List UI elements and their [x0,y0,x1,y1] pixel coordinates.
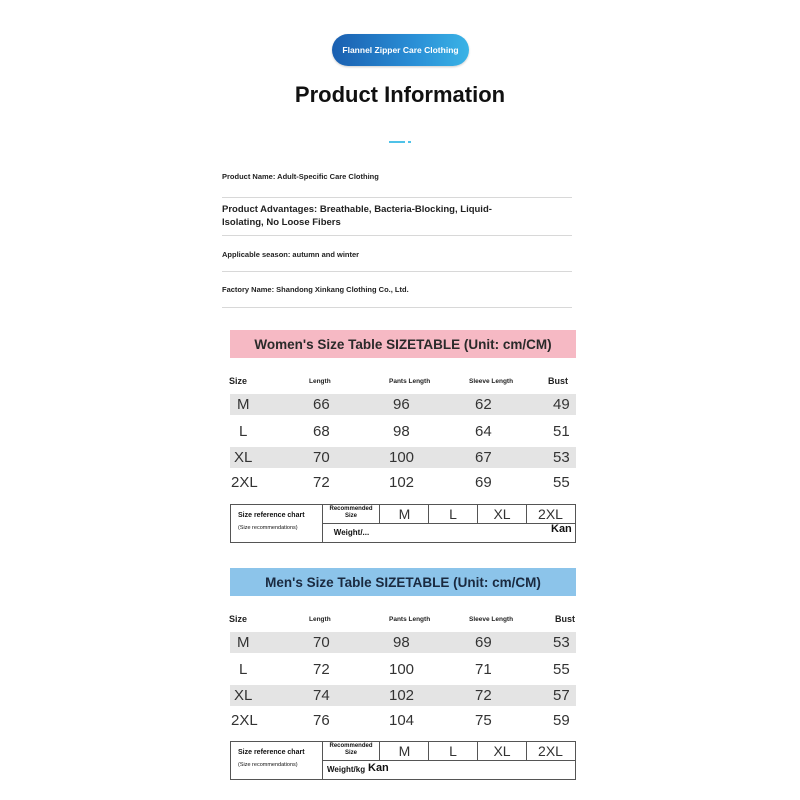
ref-sublabel: (Size recommendations) [238,525,298,531]
ref-label: Size reference chart [238,512,305,519]
ref-sublabel: (Size recommendations) [238,762,298,768]
ref-size-m: M [398,506,411,522]
cell-size: XL [234,449,253,466]
divider [222,271,572,272]
ref-size-2xl: 2XL [538,506,563,522]
applicable-season: Applicable season: autumn and winter [222,250,360,259]
cell-bust: 53 [553,634,570,651]
product-name: Product Name: Adult-Specific Care Clothing [222,172,379,181]
ref-label-cell [231,505,323,542]
cell-length: 72 [313,474,330,491]
overlay-text: Kan [551,523,572,535]
ref-size-xl: XL [493,506,511,522]
col-length: Length [309,616,331,623]
cell-bust: 53 [553,449,570,466]
cell-pants: 98 [393,634,410,651]
cell-bust: 51 [553,423,570,440]
ref-size-xl: XL [493,743,511,759]
cell-sleeve: 71 [475,661,492,678]
cell-length: 70 [313,634,330,651]
cell-bust: 55 [553,661,570,678]
page-title: Product Information [294,82,506,107]
ref-size-l: L [449,506,457,522]
category-pill: Flannel Zipper Care Clothing [332,34,469,66]
cell-sleeve: 67 [475,449,492,466]
ref-divider [323,760,575,761]
cell-pants: 102 [389,474,415,491]
divider [222,197,572,198]
table-row [230,472,576,493]
ref-label-cell [231,742,323,779]
col-length: Length [309,378,331,385]
col-bust: Bust [555,614,575,624]
cell-sleeve: 64 [475,423,492,440]
cell-size: 2XL [231,474,258,491]
cell-sleeve: 69 [475,474,492,491]
ref-recommended-size: Recommended Size [323,742,380,760]
cell-sleeve: 72 [475,687,492,704]
col-size: Size [229,614,248,624]
cell-sleeve: 69 [475,634,492,651]
cell-pants: 96 [393,396,410,413]
ref-recommended-size: Recommended Size [323,505,380,523]
ref-size-l: L [449,743,457,759]
ref-weight-label: Weight/... [333,528,370,537]
cell-bust: 49 [553,396,570,413]
table-row [230,394,576,415]
cell-size: XL [234,687,253,704]
col-pants-length: Pants Length [389,616,431,623]
cell-size: M [237,396,250,413]
cell-length: 70 [313,449,330,466]
cell-size: 2XL [231,712,258,729]
ref-weight-label: Weight/kg [327,765,366,774]
cell-sleeve: 75 [475,712,492,729]
cell-length: 74 [313,687,330,704]
overlay-text: Kan [368,762,389,774]
divider [222,307,572,308]
cell-bust: 59 [553,712,570,729]
col-sleeve-length: Sleeve Length [469,378,514,385]
cell-length: 72 [313,661,330,678]
cell-pants: 102 [389,687,415,704]
divider [222,235,572,236]
title-accent-bar [389,141,405,143]
cell-pants: 100 [389,449,415,466]
title-accent-dot [408,141,411,143]
cell-pants: 98 [393,423,410,440]
cell-size: L [239,661,248,678]
cell-length: 76 [313,712,330,729]
table-row [230,659,576,680]
col-bust: Bust [548,376,568,386]
cell-size: M [237,634,250,651]
cell-length: 68 [313,423,330,440]
col-pants-length: Pants Length [389,378,431,385]
ref-size-m: M [398,743,411,759]
men-size-reference-chart [230,741,576,780]
women-size-table-banner: Women's Size Table SIZETABLE (Unit: cm/CM) [230,330,576,358]
cell-pants: 100 [389,661,415,678]
cell-bust: 57 [553,687,570,704]
cell-length: 66 [313,396,330,413]
table-row [230,421,576,442]
cell-bust: 55 [553,474,570,491]
col-size: Size [229,376,248,386]
cell-sleeve: 62 [475,396,492,413]
table-row [230,710,576,731]
ref-label: Size reference chart [238,749,305,756]
factory-name: Factory Name: Shandong Xinkang Clothing Co., Ltd. [222,285,409,294]
table-row [230,632,576,653]
men-size-table-banner: Men's Size Table SIZETABLE (Unit: cm/CM) [230,568,576,596]
women-size-reference-chart [230,504,576,543]
cell-size: L [239,423,248,440]
col-sleeve-length: Sleeve Length [469,616,514,623]
table-row [230,447,576,468]
ref-size-2xl: 2XL [538,743,563,759]
ref-divider [323,523,575,524]
product-advantages: Product Advantages: Breathable, Bacteria-Blocking, Liquid-Isolating, No Loose Fibers [222,204,492,228]
table-row [230,685,576,706]
cell-pants: 104 [389,712,415,729]
